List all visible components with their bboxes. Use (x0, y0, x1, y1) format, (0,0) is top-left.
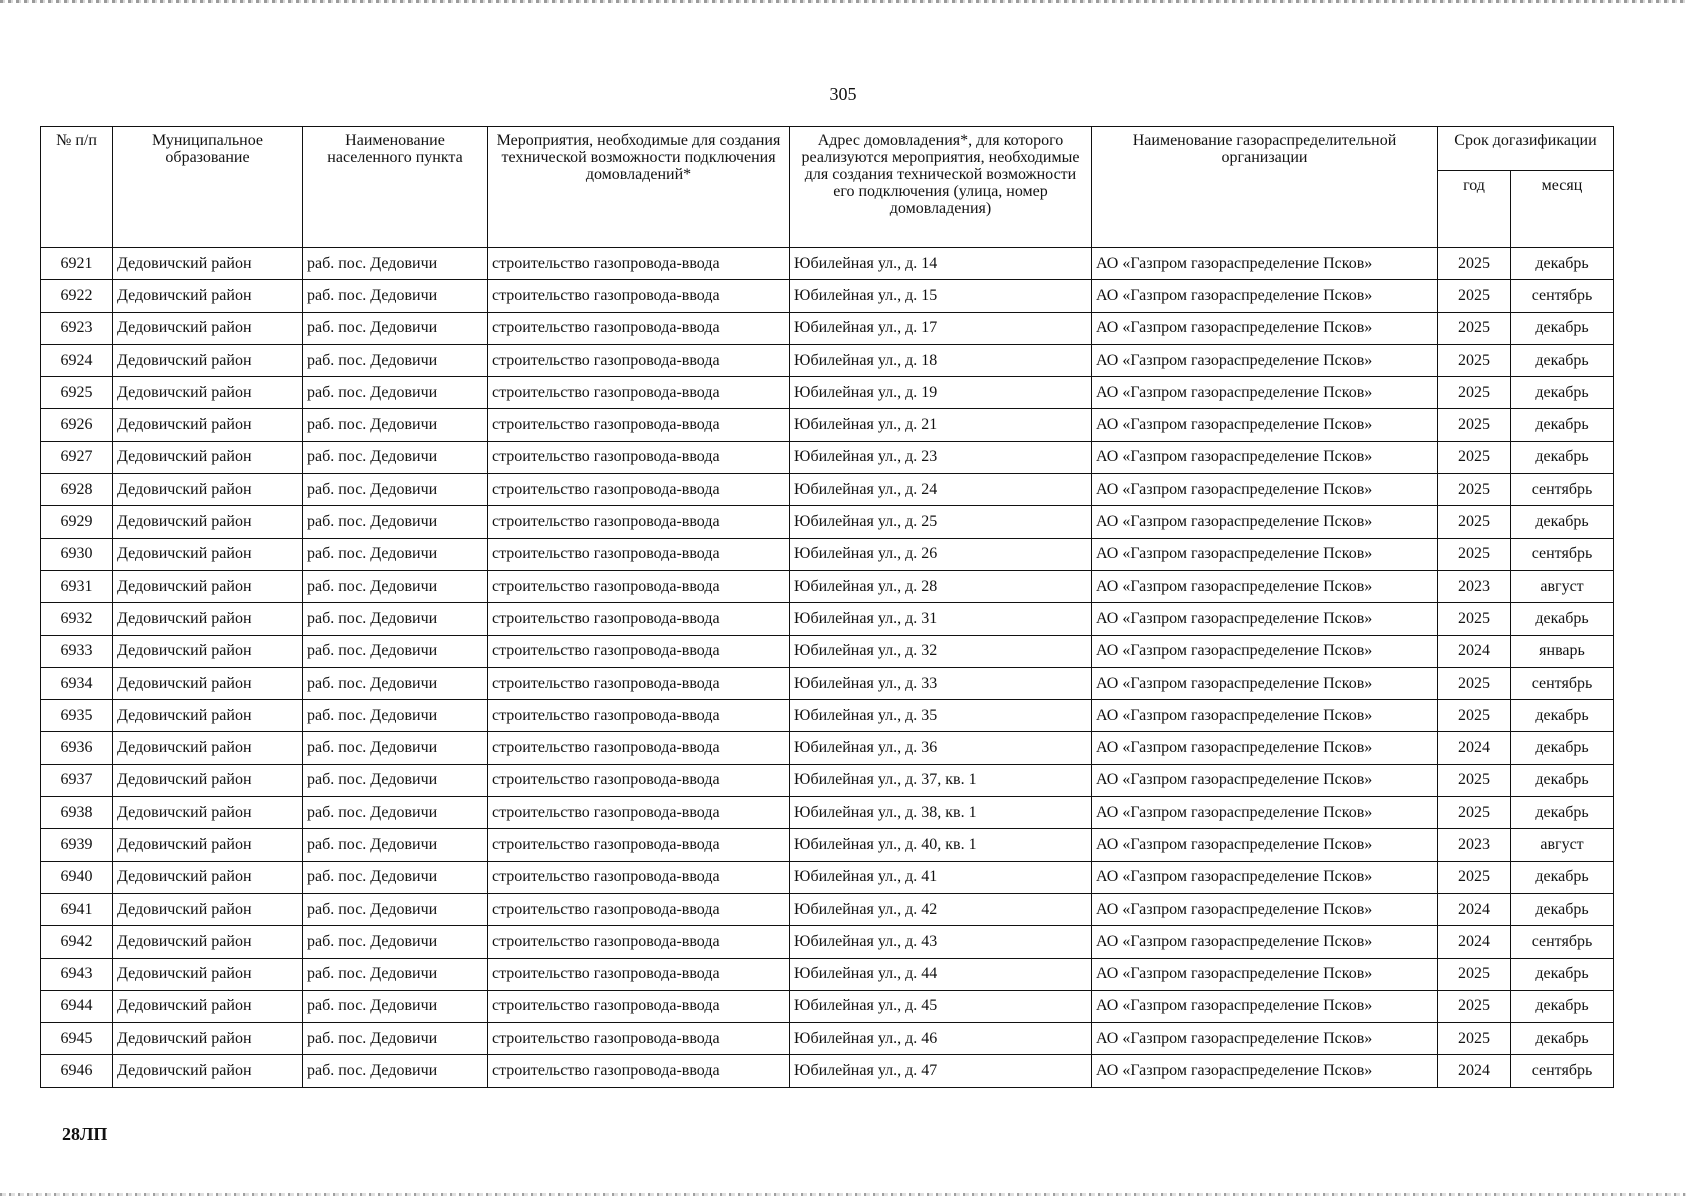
cell-municipality: Дедовичский район (113, 506, 303, 538)
table-row (41, 861, 1614, 893)
cell-num: 6931 (41, 570, 113, 602)
cell-address: Юбилейная ул., д. 44 (790, 958, 1092, 990)
cell-num: 6937 (41, 764, 113, 796)
cell-month: декабрь (1511, 1023, 1614, 1055)
table-row (41, 248, 1614, 280)
cell-year: 2025 (1438, 764, 1511, 796)
cell-month: декабрь (1511, 603, 1614, 635)
cell-settlement: раб. пос. Дедовичи (303, 409, 488, 441)
cell-org: АО «Газпром газораспределение Псков» (1092, 344, 1438, 376)
table-row (41, 990, 1614, 1022)
cell-num: 6934 (41, 667, 113, 699)
table-row (41, 474, 1614, 506)
cell-municipality: Дедовичский район (113, 797, 303, 829)
cell-settlement: раб. пос. Дедовичи (303, 797, 488, 829)
cell-measures: строительство газопровода-ввода (488, 474, 790, 506)
cell-settlement: раб. пос. Дедовичи (303, 312, 488, 344)
cell-month: декабрь (1511, 958, 1614, 990)
cell-address: Юбилейная ул., д. 36 (790, 732, 1092, 764)
table-row (41, 829, 1614, 861)
cell-measures: строительство газопровода-ввода (488, 893, 790, 925)
cell-municipality: Дедовичский район (113, 377, 303, 409)
cell-measures: строительство газопровода-ввода (488, 667, 790, 699)
cell-org: АО «Газпром газораспределение Псков» (1092, 926, 1438, 958)
cell-address: Юбилейная ул., д. 25 (790, 506, 1092, 538)
cell-municipality: Дедовичский район (113, 280, 303, 312)
cell-org: АО «Газпром газораспределение Псков» (1092, 248, 1438, 280)
cell-settlement: раб. пос. Дедовичи (303, 538, 488, 570)
cell-org: АО «Газпром газораспределение Псков» (1092, 409, 1438, 441)
cell-year: 2025 (1438, 603, 1511, 635)
cell-month: декабрь (1511, 248, 1614, 280)
cell-municipality: Дедовичский район (113, 990, 303, 1022)
table-row (41, 441, 1614, 473)
cell-settlement: раб. пос. Дедовичи (303, 248, 488, 280)
cell-num: 6925 (41, 377, 113, 409)
table-row (41, 764, 1614, 796)
cell-address: Юбилейная ул., д. 24 (790, 474, 1092, 506)
cell-num: 6936 (41, 732, 113, 764)
cell-measures: строительство газопровода-ввода (488, 635, 790, 667)
cell-year: 2025 (1438, 700, 1511, 732)
cell-month: декабрь (1511, 312, 1614, 344)
cell-measures: строительство газопровода-ввода (488, 958, 790, 990)
cell-month: декабрь (1511, 990, 1614, 1022)
cell-address: Юбилейная ул., д. 38, кв. 1 (790, 797, 1092, 829)
cell-org: АО «Газпром газораспределение Псков» (1092, 474, 1438, 506)
cell-num: 6946 (41, 1055, 113, 1087)
cell-measures: строительство газопровода-ввода (488, 797, 790, 829)
cell-month: декабрь (1511, 764, 1614, 796)
cell-measures: строительство газопровода-ввода (488, 441, 790, 473)
cell-municipality: Дедовичский район (113, 861, 303, 893)
cell-month: декабрь (1511, 409, 1614, 441)
cell-num: 6945 (41, 1023, 113, 1055)
cell-year: 2023 (1438, 829, 1511, 861)
cell-org: АО «Газпром газораспределение Псков» (1092, 441, 1438, 473)
cell-address: Юбилейная ул., д. 28 (790, 570, 1092, 602)
cell-settlement: раб. пос. Дедовичи (303, 926, 488, 958)
gasification-table (40, 126, 1614, 1088)
cell-address: Юбилейная ул., д. 35 (790, 700, 1092, 732)
scan-edge-bottom (0, 1193, 1686, 1196)
cell-num: 6928 (41, 474, 113, 506)
table-row (41, 797, 1614, 829)
cell-year: 2025 (1438, 667, 1511, 699)
cell-measures: строительство газопровода-ввода (488, 248, 790, 280)
cell-settlement: раб. пос. Дедовичи (303, 506, 488, 538)
cell-municipality: Дедовичский район (113, 1023, 303, 1055)
cell-month: декабрь (1511, 797, 1614, 829)
cell-settlement: раб. пос. Дедовичи (303, 344, 488, 376)
cell-year: 2024 (1438, 635, 1511, 667)
cell-address: Юбилейная ул., д. 21 (790, 409, 1092, 441)
cell-municipality: Дедовичский район (113, 926, 303, 958)
cell-org: АО «Газпром газораспределение Псков» (1092, 861, 1438, 893)
cell-address: Юбилейная ул., д. 17 (790, 312, 1092, 344)
header-measures: Мероприятия, необходимые для создания технической возможности подключения домовладений* (488, 127, 790, 248)
header-month: месяц (1511, 171, 1614, 248)
table-row (41, 312, 1614, 344)
cell-org: АО «Газпром газораспределение Псков» (1092, 797, 1438, 829)
cell-month: сентябрь (1511, 1055, 1614, 1087)
cell-num: 6924 (41, 344, 113, 376)
cell-org: АО «Газпром газораспределение Псков» (1092, 280, 1438, 312)
cell-num: 6942 (41, 926, 113, 958)
cell-measures: строительство газопровода-ввода (488, 570, 790, 602)
cell-year: 2025 (1438, 248, 1511, 280)
header-num: № п/п (41, 127, 113, 248)
cell-settlement: раб. пос. Дедовичи (303, 570, 488, 602)
cell-address: Юбилейная ул., д. 23 (790, 441, 1092, 473)
header-year: год (1438, 171, 1511, 248)
table-row (41, 635, 1614, 667)
cell-year: 2025 (1438, 506, 1511, 538)
cell-year: 2024 (1438, 1055, 1511, 1087)
cell-settlement: раб. пос. Дедовичи (303, 474, 488, 506)
cell-year: 2025 (1438, 312, 1511, 344)
cell-address: Юбилейная ул., д. 42 (790, 893, 1092, 925)
cell-month: декабрь (1511, 506, 1614, 538)
cell-settlement: раб. пос. Дедовичи (303, 280, 488, 312)
header-org: Наименование газораспределительной организации (1092, 127, 1438, 248)
table-header (41, 127, 1614, 248)
cell-org: АО «Газпром газораспределение Псков» (1092, 700, 1438, 732)
table-row (41, 409, 1614, 441)
cell-num: 6923 (41, 312, 113, 344)
table-row (41, 732, 1614, 764)
cell-month: декабрь (1511, 377, 1614, 409)
cell-address: Юбилейная ул., д. 43 (790, 926, 1092, 958)
table-row (41, 570, 1614, 602)
table-row (41, 280, 1614, 312)
cell-address: Юбилейная ул., д. 15 (790, 280, 1092, 312)
cell-settlement: раб. пос. Дедовичи (303, 377, 488, 409)
cell-municipality: Дедовичский район (113, 538, 303, 570)
cell-municipality: Дедовичский район (113, 667, 303, 699)
cell-address: Юбилейная ул., д. 41 (790, 861, 1092, 893)
cell-measures: строительство газопровода-ввода (488, 538, 790, 570)
cell-year: 2025 (1438, 280, 1511, 312)
cell-address: Юбилейная ул., д. 26 (790, 538, 1092, 570)
header-municipality: Муниципальное образование (113, 127, 303, 248)
cell-org: АО «Газпром газораспределение Псков» (1092, 990, 1438, 1022)
cell-measures: строительство газопровода-ввода (488, 312, 790, 344)
cell-org: АО «Газпром газораспределение Псков» (1092, 732, 1438, 764)
cell-municipality: Дедовичский район (113, 441, 303, 473)
cell-num: 6932 (41, 603, 113, 635)
cell-measures: строительство газопровода-ввода (488, 700, 790, 732)
cell-month: сентябрь (1511, 926, 1614, 958)
cell-settlement: раб. пос. Дедовичи (303, 603, 488, 635)
cell-settlement: раб. пос. Дедовичи (303, 861, 488, 893)
cell-address: Юбилейная ул., д. 45 (790, 990, 1092, 1022)
table-row (41, 1023, 1614, 1055)
cell-municipality: Дедовичский район (113, 635, 303, 667)
cell-measures: строительство газопровода-ввода (488, 1055, 790, 1087)
cell-year: 2025 (1438, 990, 1511, 1022)
cell-municipality: Дедовичский район (113, 764, 303, 796)
cell-year: 2025 (1438, 538, 1511, 570)
cell-month: сентябрь (1511, 538, 1614, 570)
cell-org: АО «Газпром газораспределение Псков» (1092, 635, 1438, 667)
cell-measures: строительство газопровода-ввода (488, 926, 790, 958)
cell-measures: строительство газопровода-ввода (488, 861, 790, 893)
header-settlement: Наименование населенного пункта (303, 127, 488, 248)
table-row (41, 538, 1614, 570)
cell-settlement: раб. пос. Дедовичи (303, 958, 488, 990)
cell-settlement: раб. пос. Дедовичи (303, 700, 488, 732)
cell-address: Юбилейная ул., д. 31 (790, 603, 1092, 635)
cell-num: 6941 (41, 893, 113, 925)
cell-month: сентябрь (1511, 474, 1614, 506)
cell-measures: строительство газопровода-ввода (488, 990, 790, 1022)
cell-year: 2024 (1438, 893, 1511, 925)
cell-year: 2025 (1438, 377, 1511, 409)
cell-month: декабрь (1511, 861, 1614, 893)
cell-measures: строительство газопровода-ввода (488, 344, 790, 376)
cell-num: 6929 (41, 506, 113, 538)
table-row (41, 344, 1614, 376)
cell-municipality: Дедовичский район (113, 1055, 303, 1087)
cell-settlement: раб. пос. Дедовичи (303, 990, 488, 1022)
cell-org: АО «Газпром газораспределение Псков» (1092, 538, 1438, 570)
cell-num: 6940 (41, 861, 113, 893)
cell-municipality: Дедовичский район (113, 312, 303, 344)
cell-num: 6939 (41, 829, 113, 861)
cell-measures: строительство газопровода-ввода (488, 829, 790, 861)
cell-org: АО «Газпром газораспределение Псков» (1092, 603, 1438, 635)
cell-month: декабрь (1511, 700, 1614, 732)
cell-num: 6927 (41, 441, 113, 473)
table-row (41, 700, 1614, 732)
cell-month: декабрь (1511, 893, 1614, 925)
cell-measures: строительство газопровода-ввода (488, 603, 790, 635)
cell-address: Юбилейная ул., д. 46 (790, 1023, 1092, 1055)
cell-municipality: Дедовичский район (113, 732, 303, 764)
cell-municipality: Дедовичский район (113, 603, 303, 635)
cell-settlement: раб. пос. Дедовичи (303, 441, 488, 473)
cell-month: август (1511, 829, 1614, 861)
table-row (41, 667, 1614, 699)
cell-address: Юбилейная ул., д. 19 (790, 377, 1092, 409)
table-row (41, 926, 1614, 958)
cell-municipality: Дедовичский район (113, 700, 303, 732)
cell-org: АО «Газпром газораспределение Псков» (1092, 312, 1438, 344)
cell-settlement: раб. пос. Дедовичи (303, 829, 488, 861)
cell-org: АО «Газпром газораспределение Псков» (1092, 764, 1438, 796)
cell-year: 2024 (1438, 926, 1511, 958)
cell-org: АО «Газпром газораспределение Псков» (1092, 893, 1438, 925)
cell-org: АО «Газпром газораспределение Псков» (1092, 506, 1438, 538)
cell-settlement: раб. пос. Дедовичи (303, 667, 488, 699)
cell-municipality: Дедовичский район (113, 570, 303, 602)
cell-municipality: Дедовичский район (113, 474, 303, 506)
cell-num: 6921 (41, 248, 113, 280)
cell-year: 2025 (1438, 958, 1511, 990)
cell-num: 6926 (41, 409, 113, 441)
cell-measures: строительство газопровода-ввода (488, 764, 790, 796)
cell-municipality: Дедовичский район (113, 829, 303, 861)
cell-year: 2025 (1438, 344, 1511, 376)
cell-municipality: Дедовичский район (113, 958, 303, 990)
cell-org: АО «Газпром газораспределение Псков» (1092, 570, 1438, 602)
cell-address: Юбилейная ул., д. 47 (790, 1055, 1092, 1087)
table-row (41, 377, 1614, 409)
cell-num: 6944 (41, 990, 113, 1022)
cell-num: 6922 (41, 280, 113, 312)
scan-edge-top (0, 0, 1686, 3)
cell-org: АО «Газпром газораспределение Псков» (1092, 1055, 1438, 1087)
cell-settlement: раб. пос. Дедовичи (303, 893, 488, 925)
cell-org: АО «Газпром газораспределение Псков» (1092, 1023, 1438, 1055)
cell-measures: строительство газопровода-ввода (488, 732, 790, 764)
table-body (41, 248, 1614, 1088)
cell-month: январь (1511, 635, 1614, 667)
cell-year: 2025 (1438, 861, 1511, 893)
cell-year: 2023 (1438, 570, 1511, 602)
cell-org: АО «Газпром газораспределение Псков» (1092, 667, 1438, 699)
cell-num: 6930 (41, 538, 113, 570)
cell-measures: строительство газопровода-ввода (488, 506, 790, 538)
table-row (41, 506, 1614, 538)
cell-month: декабрь (1511, 441, 1614, 473)
cell-measures: строительство газопровода-ввода (488, 280, 790, 312)
cell-num: 6938 (41, 797, 113, 829)
cell-settlement: раб. пос. Дедовичи (303, 1023, 488, 1055)
cell-settlement: раб. пос. Дедовичи (303, 1055, 488, 1087)
cell-month: сентябрь (1511, 280, 1614, 312)
cell-address: Юбилейная ул., д. 37, кв. 1 (790, 764, 1092, 796)
cell-month: декабрь (1511, 732, 1614, 764)
cell-org: АО «Газпром газораспределение Псков» (1092, 958, 1438, 990)
cell-measures: строительство газопровода-ввода (488, 1023, 790, 1055)
cell-num: 6935 (41, 700, 113, 732)
cell-year: 2025 (1438, 1023, 1511, 1055)
table-row (41, 603, 1614, 635)
cell-measures: строительство газопровода-ввода (488, 377, 790, 409)
cell-num: 6943 (41, 958, 113, 990)
table-row (41, 958, 1614, 990)
cell-org: АО «Газпром газораспределение Псков» (1092, 377, 1438, 409)
page-number: 305 (829, 84, 857, 104)
header-term: Срок догазификации (1438, 127, 1614, 171)
cell-settlement: раб. пос. Дедовичи (303, 764, 488, 796)
header-address: Адрес домовладения*, для которого реализуются мероприятия, необходимые для создания технической возможности его подключения (улица, номер домовладения) (790, 127, 1092, 248)
cell-address: Юбилейная ул., д. 18 (790, 344, 1092, 376)
cell-address: Юбилейная ул., д. 14 (790, 248, 1092, 280)
cell-org: АО «Газпром газораспределение Псков» (1092, 829, 1438, 861)
cell-year: 2025 (1438, 474, 1511, 506)
table-row (41, 1055, 1614, 1087)
cell-address: Юбилейная ул., д. 40, кв. 1 (790, 829, 1092, 861)
cell-municipality: Дедовичский район (113, 248, 303, 280)
table-row (41, 893, 1614, 925)
cell-year: 2024 (1438, 732, 1511, 764)
cell-measures: строительство газопровода-ввода (488, 409, 790, 441)
cell-municipality: Дедовичский район (113, 409, 303, 441)
cell-month: сентябрь (1511, 667, 1614, 699)
cell-month: август (1511, 570, 1614, 602)
footer-code: 28ЛП (62, 1124, 108, 1144)
cell-address: Юбилейная ул., д. 32 (790, 635, 1092, 667)
cell-municipality: Дедовичский район (113, 344, 303, 376)
cell-year: 2025 (1438, 441, 1511, 473)
cell-settlement: раб. пос. Дедовичи (303, 635, 488, 667)
cell-num: 6933 (41, 635, 113, 667)
cell-year: 2025 (1438, 797, 1511, 829)
cell-settlement: раб. пос. Дедовичи (303, 732, 488, 764)
cell-address: Юбилейная ул., д. 33 (790, 667, 1092, 699)
cell-year: 2025 (1438, 409, 1511, 441)
cell-municipality: Дедовичский район (113, 893, 303, 925)
cell-month: декабрь (1511, 344, 1614, 376)
